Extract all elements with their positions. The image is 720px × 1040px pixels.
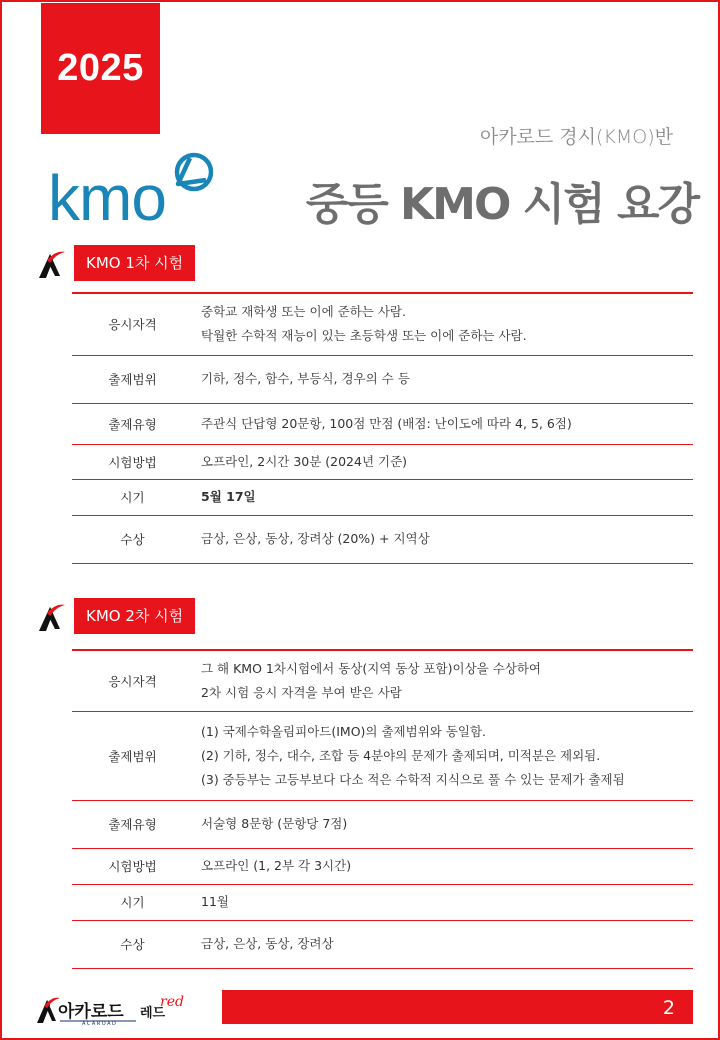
page-number: 2	[662, 997, 675, 1019]
row-value: 금상, 은상, 동상, 장려상	[201, 936, 334, 951]
row-line: 2차 시험 응시 자격을 부여 받은 사람	[201, 684, 402, 700]
table-row	[72, 711, 693, 800]
row-label: 시험방법	[108, 859, 157, 874]
footer-brand-script: red	[160, 994, 184, 1010]
row-label: 시기	[120, 490, 145, 505]
row-value: 기하, 정수, 함수, 부등식, 경우의 수 등	[201, 371, 410, 386]
row-label: 수상	[120, 532, 145, 547]
table-row	[72, 884, 693, 920]
table-row	[72, 444, 693, 479]
row-label: 수상	[120, 937, 145, 952]
section-1-label: KMO 1차 시험	[74, 245, 195, 281]
table-row	[72, 515, 693, 563]
row-label: 응시자격	[108, 673, 157, 689]
row-label: 출제범위	[108, 748, 157, 764]
kmo-logo-text: kmo	[48, 162, 166, 225]
year-label: 2025	[57, 47, 144, 89]
row-value	[193, 293, 693, 355]
table-row	[72, 479, 693, 515]
footer-bar	[222, 990, 693, 1024]
row-label: 출제유형	[108, 416, 157, 432]
footer-brand-suffix: 레드	[140, 1006, 166, 1021]
row-value: 서술형 8문항 (문항당 7점)	[201, 816, 348, 831]
section-2-table	[72, 649, 693, 969]
row-value: 오프라인, 2시간 30분 (2024년 기준)	[201, 453, 408, 469]
row-label: 시험방법	[108, 454, 157, 470]
table-row	[72, 650, 693, 711]
table-row	[72, 848, 693, 884]
runner-icon	[36, 599, 66, 637]
row-value: 11월	[201, 894, 229, 909]
year-banner	[41, 3, 160, 134]
footer-brand-en: ACAROAD	[82, 1021, 118, 1026]
section-2-label: KMO 2차 시험	[74, 598, 195, 634]
table-row	[72, 355, 693, 403]
row-label: 시기	[120, 895, 145, 910]
row-label: 출제유형	[108, 817, 157, 832]
academy-subtitle: 아카로드 경시(KMO)반	[479, 126, 673, 148]
table-row	[72, 920, 693, 968]
row-value: 주관식 단답형 20문항, 100점 만점 (배점: 난이도에 따라 4, 5, 6점)	[201, 415, 572, 431]
row-line: (3) 중등부는 고등부보다 다소 적은 수학적 지식으로 풀 수 있는 문제가 출제됨	[201, 771, 625, 787]
runner-icon	[36, 246, 66, 284]
row-value	[193, 650, 693, 711]
row-line: (1) 국제수학올림피아드(IMO)의 출제범위와 동일함.	[201, 723, 487, 739]
row-value: 5월 17일	[201, 489, 256, 504]
row-label: 응시자격	[108, 317, 157, 333]
kmo-logo	[48, 150, 218, 229]
row-line: 중학교 재학생 또는 이에 준하는 사람.	[201, 304, 406, 320]
table-row	[72, 293, 693, 355]
row-line: 탁월한 수학적 재능이 있는 초등학생 또는 이에 준하는 사람.	[201, 328, 527, 344]
page-title: 중등 KMO 시험 요강	[305, 179, 698, 230]
row-value: 오프라인 (1, 2부 각 3시간)	[201, 858, 352, 873]
section-1-table	[72, 292, 693, 564]
row-line: (2) 기하, 정수, 대수, 조합 등 4분야의 문제가 출제되며, 미적분은 제외됨.	[201, 747, 601, 763]
table-row	[72, 800, 693, 848]
footer-brand: 아카로드	[58, 1002, 124, 1022]
row-value	[193, 711, 693, 800]
acaroad-red-logo	[36, 990, 196, 1030]
row-value: 금상, 은상, 동상, 장려상 (20%) + 지역상	[201, 531, 430, 546]
table-row	[72, 403, 693, 444]
row-label: 출제범위	[108, 372, 157, 387]
row-line: 그 해 KMO 1차시험에서 동상(지역 동상 포함)이상을 수상하여	[201, 660, 541, 676]
